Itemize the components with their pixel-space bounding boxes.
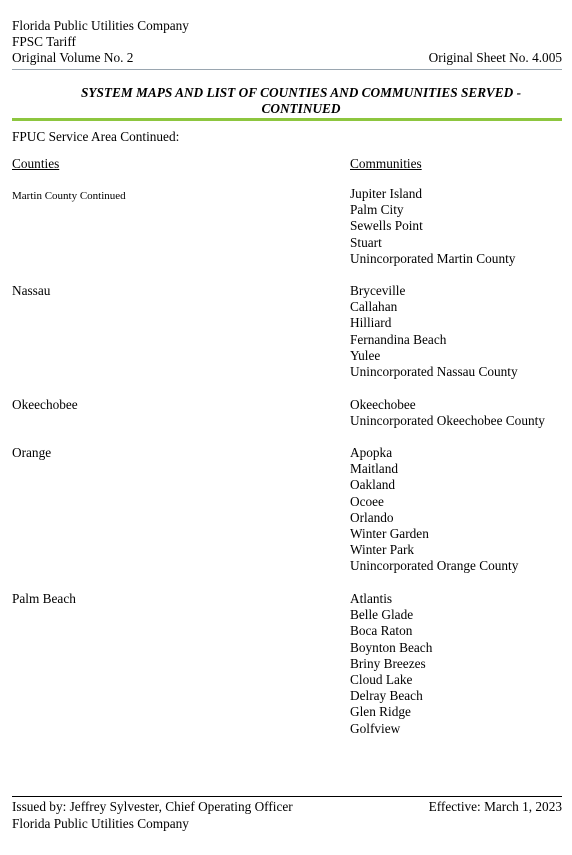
title-divider — [12, 118, 562, 121]
community-item: Boynton Beach — [350, 639, 433, 655]
community-item: Winter Park — [350, 542, 415, 558]
community-item: Yulee — [350, 347, 381, 363]
community-item: Delray Beach — [350, 688, 423, 704]
title-line-1: SYSTEM MAPS AND LIST OF COUNTIES AND COMMUNITIES SERVED - — [80, 85, 522, 100]
community-item: Unincorporated Orange County — [350, 558, 519, 574]
title-line-2: CONTINUED — [261, 101, 341, 116]
community-item: Unincorporated Martin County — [350, 250, 516, 266]
community-item: Belle Glade — [350, 607, 414, 623]
community-item: Okeechobee — [350, 397, 416, 412]
county-name: Martin County Continued — [12, 190, 126, 202]
community-item: Orlando — [350, 509, 394, 525]
header-tariff: FPSC Tariff — [12, 34, 76, 49]
footer-effective-date: Effective: March 1, 2023 — [428, 799, 562, 814]
footer-divider — [12, 796, 562, 797]
county-name: Nassau — [12, 283, 51, 298]
header-volume: Original Volume No. 2 — [12, 50, 134, 65]
community-item: Sewells Point — [350, 218, 423, 234]
county-name: Okeechobee — [12, 397, 78, 412]
header-divider — [12, 69, 562, 70]
header-company: Florida Public Utilities Company — [12, 18, 189, 33]
county-name: Orange — [12, 445, 52, 460]
footer-left — [12, 799, 293, 832]
community-item: Cloud Lake — [350, 671, 413, 687]
community-item: Apopka — [350, 445, 393, 460]
county-name: Palm Beach — [12, 591, 76, 606]
community-item: Maitland — [350, 461, 399, 477]
community-item: Palm City — [350, 202, 404, 218]
header-sheet-number: Original Sheet No. 4.005 — [428, 50, 562, 65]
community-item: Callahan — [350, 299, 398, 315]
community-list — [350, 283, 518, 380]
communities-column-header: Communities — [350, 156, 422, 171]
community-item: Boca Raton — [350, 623, 413, 639]
page-title — [60, 85, 542, 117]
community-item: Ocoee — [350, 493, 384, 509]
community-item: Stuart — [350, 234, 382, 250]
community-list — [350, 445, 518, 575]
community-item: Atlantis — [350, 591, 393, 606]
footer-company: Florida Public Utilities Company — [12, 815, 189, 831]
community-item: Glen Ridge — [350, 704, 411, 720]
community-item: Hilliard — [350, 315, 392, 331]
community-item: Winter Garden — [350, 525, 429, 541]
header-left — [12, 18, 189, 66]
community-item: Oakland — [350, 477, 396, 493]
community-item: Bryceville — [350, 283, 406, 298]
footer-issued-by: Issued by: Jeffrey Sylvester, Chief Operating Officer — [12, 799, 293, 814]
community-item: Golfview — [350, 720, 401, 736]
community-item: Jupiter Island — [350, 186, 423, 201]
community-item: Unincorporated Nassau County — [350, 363, 518, 379]
community-item: Fernandina Beach — [350, 331, 447, 347]
community-list — [350, 186, 515, 267]
service-area-label: FPUC Service Area Continued: — [12, 129, 180, 144]
community-list — [350, 591, 432, 737]
community-item: Unincorporated Okeechobee County — [350, 413, 545, 429]
community-list — [350, 397, 545, 429]
counties-column-header: Counties — [12, 156, 60, 171]
community-item: Briny Breezes — [350, 655, 426, 671]
